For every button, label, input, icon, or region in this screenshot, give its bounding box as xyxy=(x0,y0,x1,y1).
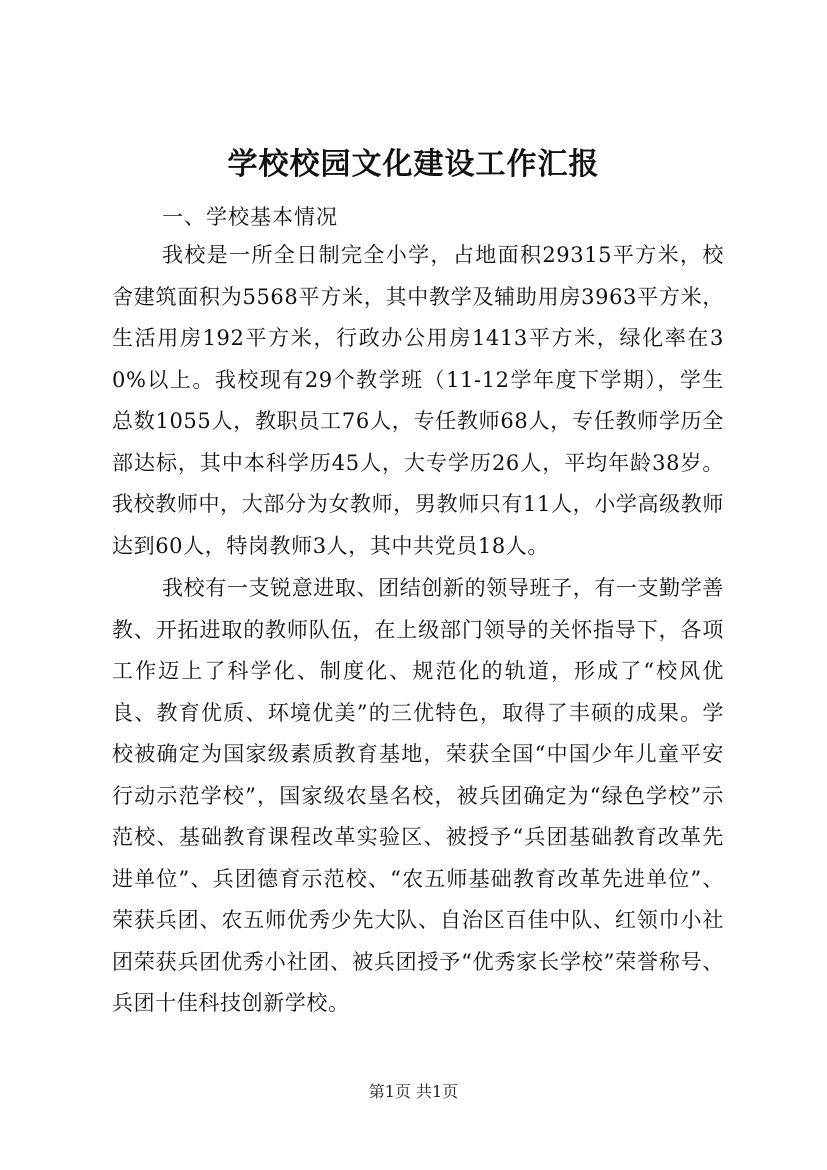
document-title: 学校校园文化建设工作汇报 xyxy=(227,147,600,182)
body-paragraph-2: 我校有一支锐意进取、团结创新的领导班子，有一支勤学善教、开拓进取的教师队伍，在上级部门领导的关怀指导下，各项工作迈上了科学化、制度化、规范化的轨道，形成了“校风优良、教育优质、环境优美”的三优特色，取得了丰硕的成果。学校被确定为国家级素质教育基地，荣获全国“中国少年儿童平安行动示范学校”，国家级农垦名校，被兵团确定为“绿色学校”示范校、基础教育课程改革实验区、被授予“兵团基础教育改革先进单位”、兵团德育示范校、“农五师基础教育改革先进单位”、荣获兵团、农五师优秀少先大队、自治区百佳中队、红领巾小社团荣获兵团优秀小社团、被兵团授予“优秀家长学校”荣誉称号、兵团十佳科技创新学校。 xyxy=(112,576,724,1015)
body-paragraph-1: 我校是一所全日制完全小学，占地面积29315平方米，校舍建筑面积为5568平方米，其中教学及辅助用房3963平方米，生活用房192平方米，行政办公用房1413平方米，绿化率在30%以上。我校现有29个教学班（11-12学年度下学期），学生总数1055人，教职员工76人，专任教师68人，专任教师学历全部达标，其中本科学历45人，大专学历26人，平均年龄38岁。我校教师中，大部分为女教师，男教师只有11人，小学高级教师达到60人，特岗教师3人，其中共党员18人。 xyxy=(112,243,724,558)
section-heading: 一、学校基本情况 xyxy=(162,205,338,229)
page-footer: 第1页 共1页 xyxy=(368,1082,459,1101)
